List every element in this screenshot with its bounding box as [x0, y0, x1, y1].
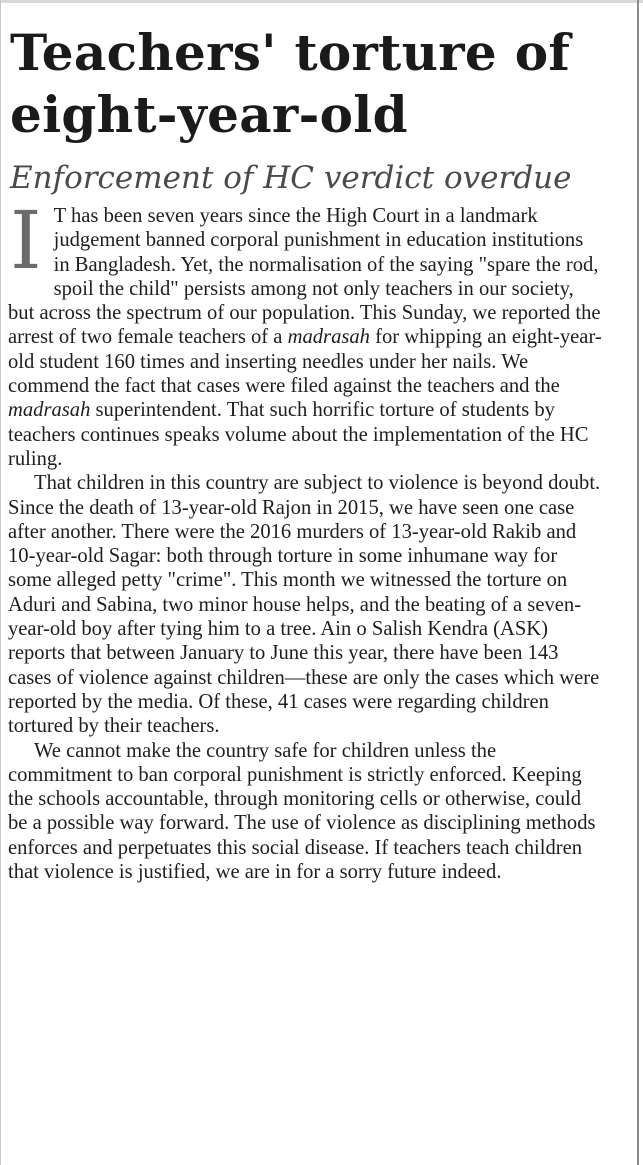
paragraph-1 — [8, 194, 604, 471]
paragraph-1-text: superintendent. That such horrific torture of students by teachers continues speaks volume about the implementation of the HC ruling. — [8, 399, 589, 470]
headline: Teachers' torture of eight-year-old — [10, 23, 571, 144]
paragraph-1-text: for whipping an eight-year-old student 160 times and inserting needles under her nails. We commend the fact that cases were filed against the teachers and the — [8, 326, 602, 398]
column-divider — [637, 0, 639, 1165]
left-rule — [0, 0, 1, 1165]
paragraph-2: That children in this country are subject to violence is beyond doubt. Since the death of 13-year-old Rajon in 2015, we have seen one case after another. There were the 2016 murders of 13-year-old Rakib and 10-year-old Sagar: both through torture in some inhumane way for some alleged petty "crime". This month we witnessed the torture on Aduri and Sabina, two minor house helps, and the beating of a seven-year-old boy after tying him to a tree. Ain o Salish Kendra (ASK) reports that between January to June this year, there have been 143 cases of violence against children—these are only the cases which were reported by the media. Of these, 41 cases were regarding children tortured by their teachers. — [8, 472, 601, 738]
italic-term: madrasah — [287, 326, 370, 349]
subheadline: Enforcement of HC verdict overdue — [10, 160, 572, 196]
paragraph-1-text: T has been seven years since the High Court in a landmark judgement banned corporal punishment in education institutions in Bangladesh. Yet, the normalisation of the saying "spare the rod, spoil the child" persists among not only teachers in our society, but across the spectrum of our population. This Sunday, we reported the arrest of two female teachers of a — [8, 205, 601, 349]
drop-cap: I — [10, 194, 42, 287]
italic-term: madrasah — [8, 399, 91, 422]
top-rule — [0, 0, 643, 3]
article-body — [8, 194, 604, 884]
paragraph-3: We cannot make the country safe for children unless the commitment to ban corporal punishment is strictly enforced. Keeping the schools accountable, through monitoring cells or otherwise, could be a possible way forward. The use of violence as disciplining methods enforces and perpetuates this social disease. If teachers teach children that violence is justified, we are in for a sorry future indeed. — [8, 739, 596, 884]
